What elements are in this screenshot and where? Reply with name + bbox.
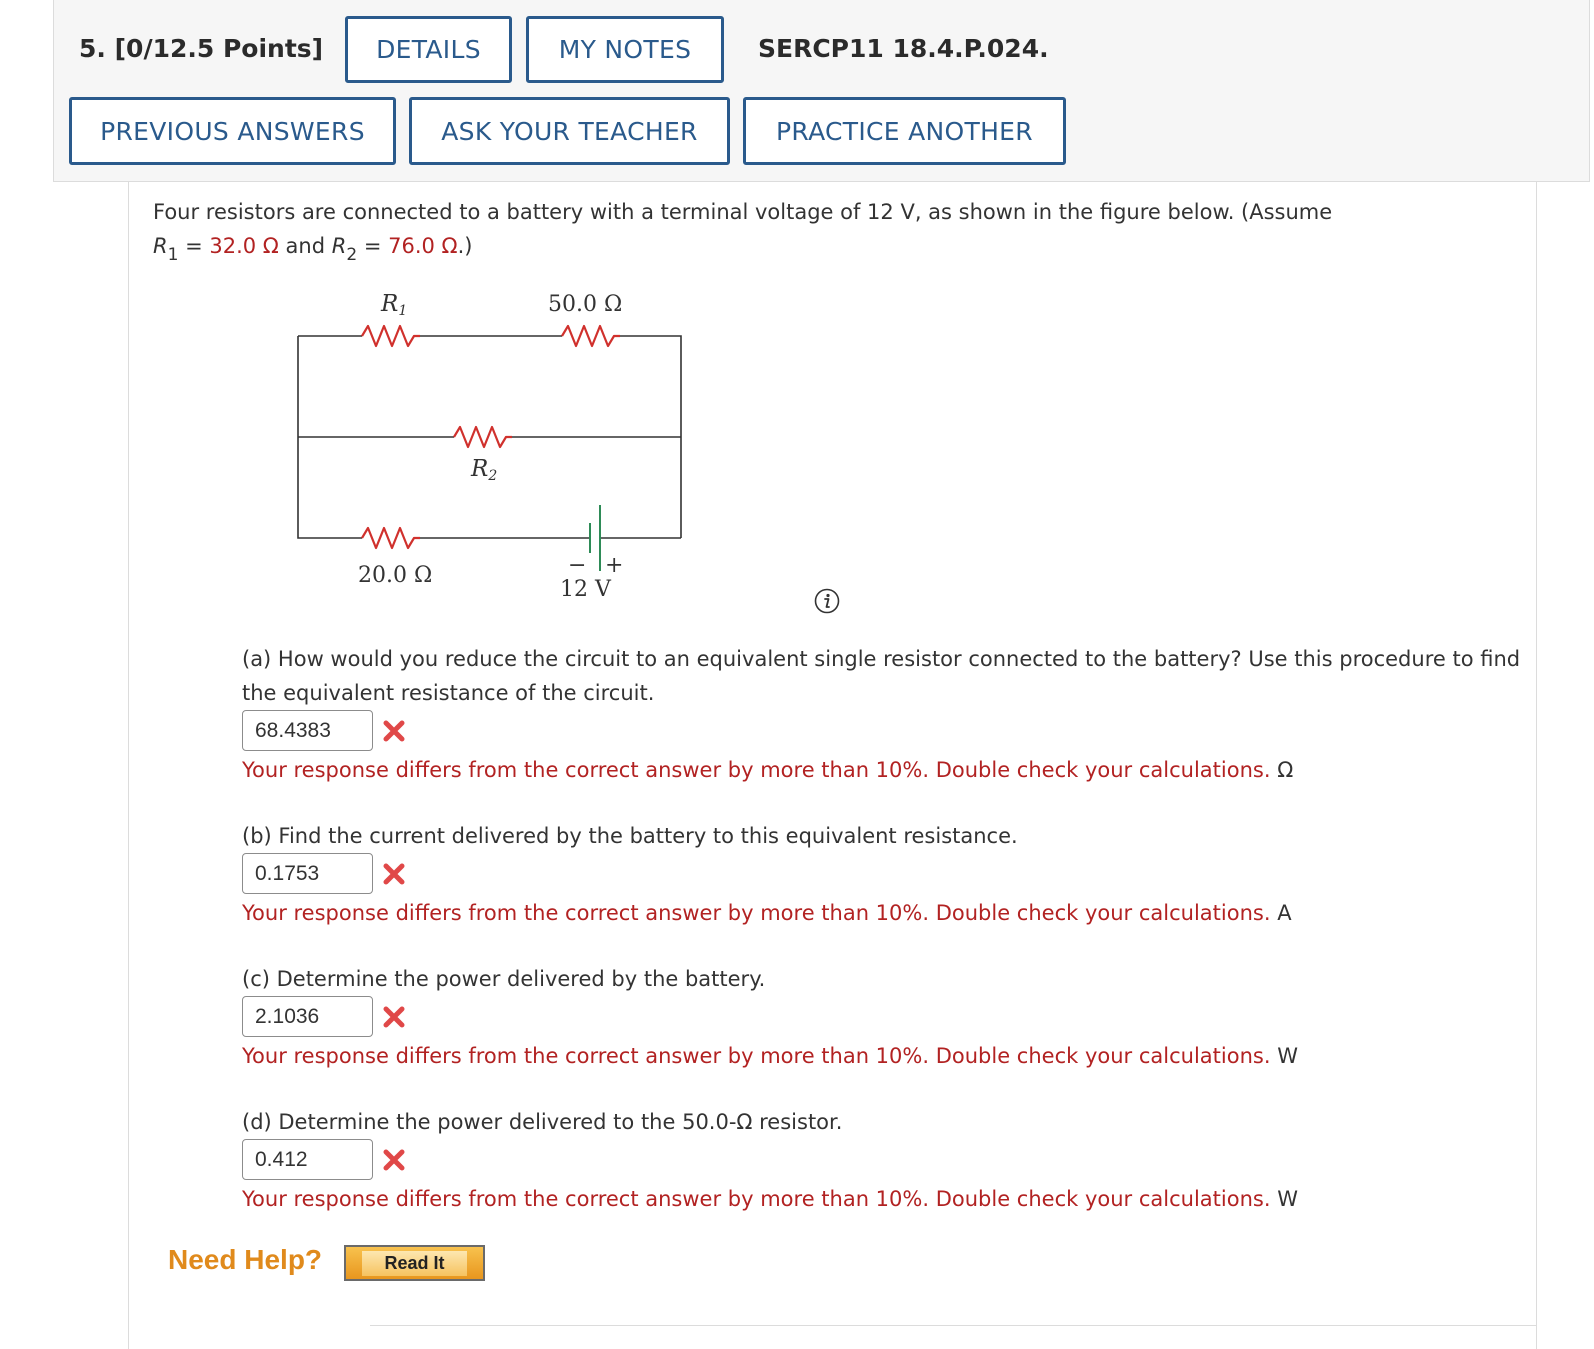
intro-text: Four resistors are connected to a battery with a terminal voltage of 12 V, as shown in the figure below. (Assume — [153, 200, 1333, 224]
question-text: (a) How would you reduce the circuit to an equivalent single resistor connected to the battery? Use this procedure to find the equivalent resistance of the circuit. — [242, 647, 1521, 705]
question-part-a — [242, 642, 1542, 787]
r2-subscript: 2 — [346, 245, 358, 265]
problem-code: SERCP11 18.4.P.024. — [758, 34, 1049, 63]
answer-unit: W — [1277, 1044, 1298, 1068]
question-text: (d) Determine the power delivered to the 50.0-Ω resistor. — [242, 1110, 843, 1134]
answer-row — [242, 853, 1542, 894]
r1-value: 32.0 Ω — [209, 234, 279, 258]
answer-row — [242, 1139, 1542, 1180]
battery-plus: + — [605, 553, 624, 578]
feedback-text: Your response differs from the correct answer by more than 10%. Double check your calculations. — [242, 901, 1271, 925]
need-help-label: Need Help? — [168, 1244, 323, 1275]
problem-statement — [153, 195, 1453, 265]
r2-symbol: R — [331, 234, 347, 258]
answer-unit: W — [1277, 1187, 1298, 1211]
content-divider — [370, 1325, 1537, 1326]
answer-input[interactable]: 0.412 — [242, 1139, 373, 1180]
incorrect-x-icon — [381, 1004, 407, 1030]
question-text: (b) Find the current delivered by the battery to this equivalent resistance. — [242, 824, 1018, 848]
incorrect-x-icon — [381, 1147, 407, 1173]
intro-end: .) — [457, 234, 473, 258]
resistor-20-ohm — [362, 528, 420, 548]
question-part-d — [242, 1105, 1542, 1216]
answer-input[interactable]: 2.1036 — [242, 996, 373, 1037]
answer-input[interactable]: 68.4383 — [242, 710, 373, 751]
question-points — [79, 34, 323, 63]
feedback-message — [242, 1182, 1542, 1216]
battery-icon — [590, 505, 600, 571]
info-icon[interactable] — [814, 588, 840, 614]
label-r1: R1 — [381, 291, 408, 319]
answer-row — [242, 710, 1542, 751]
feedback-message — [242, 753, 1542, 787]
battery-minus: − — [568, 553, 587, 578]
equals-2: = — [357, 234, 389, 258]
read-it-label: Read It — [362, 1251, 466, 1276]
practice-another-button[interactable]: PRACTICE ANOTHER — [743, 97, 1066, 165]
answer-row — [242, 996, 1542, 1037]
resistor-50-ohm — [562, 326, 620, 346]
r1-symbol: R — [153, 234, 168, 258]
resistor-r2 — [454, 427, 512, 447]
read-it-button[interactable] — [344, 1245, 485, 1281]
feedback-text: Your response differs from the correct answer by more than 10%. Double check your calculations. — [242, 758, 1271, 782]
feedback-text: Your response differs from the correct answer by more than 10%. Double check your calculations. — [242, 1187, 1271, 1211]
points-score: [0/12.5 Points] — [114, 34, 324, 63]
resistor-r1 — [362, 326, 420, 346]
label-battery-voltage: 12 V — [560, 577, 611, 602]
feedback-message — [242, 896, 1542, 930]
ask-your-teacher-button[interactable]: ASK YOUR TEACHER — [409, 97, 730, 165]
and-text: and — [278, 234, 332, 258]
circuit-diagram — [290, 280, 700, 610]
question-part-b — [242, 819, 1542, 930]
previous-answers-button[interactable]: PREVIOUS ANSWERS — [69, 97, 396, 165]
my-notes-button[interactable]: MY NOTES — [526, 16, 724, 83]
label-20-ohm: 20.0 Ω — [358, 563, 433, 588]
answer-unit: Ω — [1277, 758, 1294, 782]
label-50-ohm: 50.0 Ω — [548, 292, 623, 317]
answer-input[interactable]: 0.1753 — [242, 853, 373, 894]
details-button[interactable]: DETAILS — [345, 16, 512, 83]
r2-value: 76.0 Ω — [388, 234, 458, 258]
question-text: (c) Determine the power delivered by the battery. — [242, 967, 766, 991]
r1-subscript: 1 — [167, 245, 179, 265]
equals-1: = — [178, 234, 210, 258]
label-r2: R2 — [471, 456, 498, 484]
feedback-message — [242, 1039, 1542, 1073]
incorrect-x-icon — [381, 861, 407, 887]
incorrect-x-icon — [381, 718, 407, 744]
question-number: 5. — [79, 34, 106, 63]
feedback-text: Your response differs from the correct answer by more than 10%. Double check your calculations. — [242, 1044, 1271, 1068]
answer-unit: A — [1277, 901, 1292, 925]
question-part-c — [242, 962, 1542, 1073]
